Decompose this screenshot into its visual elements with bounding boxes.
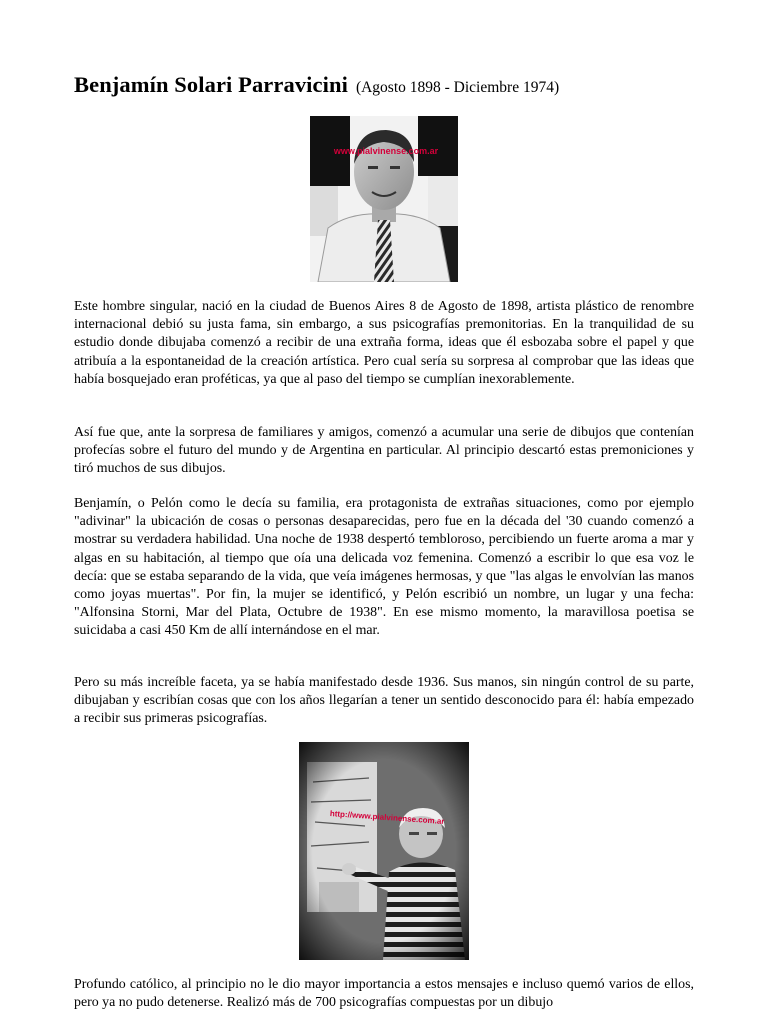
title-dates: (Agosto 1898 - Diciembre 1974)	[355, 79, 560, 96]
photo-watermark: www.pialvinense.com.ar	[333, 146, 439, 156]
paragraph-2: Así fue que, ante la sorpresa de familiares y amigos, comenzó a acumular una serie de dibujos que contenían profecías sobre el futuro del mundo y de Argentina en particular. Al principio descartó estas premoniciones y tiró muchos de sus dibujos.	[74, 425, 694, 477]
paragraph-1: Este hombre singular, nació en la ciudad de Buenos Aires 8 de Agosto de 1898, artista plástico de renombre internacional debió su justa fama, sin embargo, a sus psicografías premonitorias. En la tranquilidad de su estudio donde dibujaba comenzó a recibir de una extraña forma, ideas que él esbozaba sobre el papel y que atribuía a la espontaneidad de la creación artística. Pero cual sería su sorpresa al comprobar que las ideas que había bosquejado eran proféticas, ya que al paso del tiempo se cumplían inexorablemente.	[74, 299, 694, 387]
portrait-photo	[310, 116, 458, 282]
paragraph-5: Profundo católico, al principio no le dio mayor importancia a estos mensajes e incluso quemó varios de ellos, pero ya no pudo detenerse. Realizó más de 700 psicografías compuestas por un dibujo	[74, 977, 694, 1011]
paragraph-3: Benjamín, o Pelón como le decía su familia, era protagonista de extrañas situaciones, como por ejemplo "adivinar" la ubicación de cosas o personas desaparecidas, pero fue en la década del '30 cuando comenzó a mostrar su verdadera habilidad. Una noche de 1938 despertó tembloroso, percibiendo un fuerte aroma a mar y algas en su habitación, al tiempo que oía una delicada voz femenina. Comenzó a escribir lo que esa voz le decía: que se estaba separando de la vida, que veía imágenes hermosas, y que "las algas le envolvían las manos como joyas muertas". Por fin, la mujer se identificó, y Pelón escribió un nombre, un lugar y una fecha: "Alfonsina Storni, Mar del Plata, Octubre de 1938". En ese mismo momento, la maravillosa poetisa se suicidaba a casi 450 Km de allí internándose en el mar.	[74, 496, 694, 639]
page-title	[74, 72, 559, 98]
drawing-photo	[299, 742, 469, 960]
paragraph-4: Pero su más increíble faceta, ya se había manifestado desde 1936. Sus manos, sin ningún control de su parte, dibujaban y escribían cosas que con los años llegarían a tener un sentido desconocido para él: había empezado a recibir sus primeras psicografías.	[74, 675, 694, 727]
title-name: Benjamín Solari Parravicini	[74, 72, 348, 97]
